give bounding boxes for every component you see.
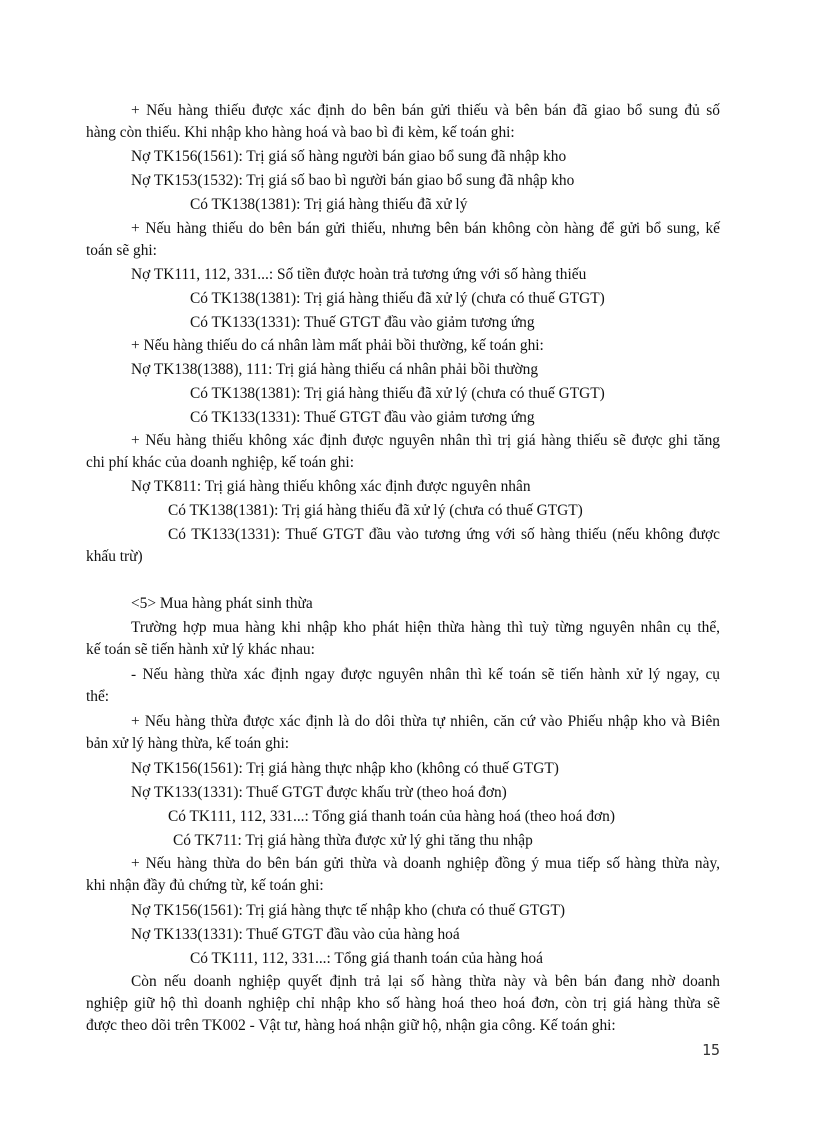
text-line: bản xử lý hàng thừa, kế toán ghi: bbox=[86, 735, 290, 752]
journal-entry-debit: Nợ TK156(1561): Trị giá số hàng người bán giao bổ sung đã nhập kho bbox=[131, 148, 567, 165]
journal-entry-debit: Nợ TK138(1388), 111: Trị giá hàng thiếu cá nhân phải bồi thường bbox=[131, 361, 539, 378]
text-line: chi phí khác của doanh nghiệp, kế toán ghi: bbox=[86, 454, 354, 471]
journal-entry-credit: Có TK138(1381): Trị giá hàng thiếu đã xử lý (chưa có thuế GTGT) bbox=[190, 385, 605, 402]
text-line: toán sẽ ghi: bbox=[86, 242, 157, 259]
text-line: - Nếu hàng thừa xác định ngay được nguyên nhân thì kế toán sẽ tiến hành xử lý ngay, cụ bbox=[131, 666, 720, 683]
text-line: Còn nếu doanh nghiệp quyết định trả lại số hàng thừa này và bên bán đang nhờ doanh bbox=[131, 973, 720, 990]
text-line: + Nếu hàng thừa được xác định là do dôi thừa tự nhiên, căn cứ vào Phiếu nhập kho và Biên bbox=[131, 713, 720, 730]
text-line: khấu trừ) bbox=[86, 548, 143, 565]
journal-entry-credit: Có TK138(1381): Trị giá hàng thiếu đã xử lý (chưa có thuế GTGT) bbox=[168, 502, 583, 519]
text-line: hàng còn thiếu. Khi nhập kho hàng hoá và bao bì đi kèm, kế toán ghi: bbox=[86, 124, 515, 141]
journal-entry-credit: Có TK133(1331): Thuế GTGT đầu vào tương ứng với số hàng thiếu (nếu không được bbox=[168, 526, 720, 543]
journal-entry-debit: Nợ TK811: Trị giá hàng thiếu không xác định được nguyên nhân bbox=[131, 478, 531, 495]
journal-entry-debit: Nợ TK111, 112, 331...: Số tiền được hoàn trả tương ứng với số hàng thiếu bbox=[131, 266, 587, 283]
text-line: + Nếu hàng thiếu do bên bán gửi thiếu, nhưng bên bán không còn hàng để gửi bổ sung, kế bbox=[131, 220, 720, 237]
journal-entry-credit: Có TK138(1381): Trị giá hàng thiếu đã xử lý bbox=[190, 196, 468, 213]
journal-entry-credit: Có TK111, 112, 331...: Tổng giá thanh toán của hàng hoá (theo hoá đơn) bbox=[168, 808, 615, 825]
journal-entry-debit: Nợ TK133(1331): Thuế GTGT được khấu trừ (theo hoá đơn) bbox=[131, 784, 507, 801]
journal-entry-debit: Nợ TK156(1561): Trị giá hàng thực nhập kho (không có thuế GTGT) bbox=[131, 760, 559, 777]
journal-entry-debit: Nợ TK153(1532): Trị giá số bao bì người bán giao bổ sung đã nhập kho bbox=[131, 172, 575, 189]
journal-entry-credit: Có TK133(1331): Thuế GTGT đầu vào giảm tương ứng bbox=[190, 314, 535, 331]
text-line: + Nếu hàng thiếu không xác định được nguyên nhân thì trị giá hàng thiếu sẽ được ghi tăng bbox=[131, 432, 720, 449]
text-line: + Nếu hàng thiếu được xác định do bên bán gửi thiếu và bên bán đã giao bổ sung đủ số bbox=[131, 102, 720, 119]
text-line: + Nếu hàng thiếu do cá nhân làm mất phải bồi thường, kế toán ghi: bbox=[131, 337, 544, 354]
section-heading: <5> Mua hàng phát sinh thừa bbox=[131, 595, 313, 612]
text-line: được theo dõi trên TK002 - Vật tư, hàng hoá nhận giữ hộ, nhận gia công. Kế toán ghi: bbox=[86, 1017, 616, 1034]
journal-entry-debit: Nợ TK133(1331): Thuế GTGT đầu vào của hàng hoá bbox=[131, 926, 460, 943]
text-line: Trường hợp mua hàng khi nhập kho phát hiện thừa hàng thì tuỳ từng nguyên nhân cụ thể, bbox=[131, 619, 720, 636]
text-line: + Nếu hàng thừa do bên bán gửi thừa và doanh nghiệp đồng ý mua tiếp số hàng thừa này, bbox=[131, 855, 720, 872]
journal-entry-debit: Nợ TK156(1561): Trị giá hàng thực tế nhập kho (chưa có thuế GTGT) bbox=[131, 902, 566, 919]
journal-entry-credit: Có TK111, 112, 331...: Tổng giá thanh toán của hàng hoá bbox=[190, 950, 543, 967]
text-line: thể: bbox=[86, 688, 110, 705]
journal-entry-credit: Có TK138(1381): Trị giá hàng thiếu đã xử lý (chưa có thuế GTGT) bbox=[190, 290, 605, 307]
text-line: kế toán sẽ tiến hành xử lý khác nhau: bbox=[86, 641, 315, 658]
journal-entry-credit: Có TK711: Trị giá hàng thừa được xử lý ghi tăng thu nhập bbox=[173, 832, 533, 849]
page-number: 15 bbox=[701, 1041, 720, 1059]
text-line: nghiệp giữ hộ thì doanh nghiệp chỉ nhập kho số hàng hoá theo hoá đơn, còn trị giá hàng thừa sẽ bbox=[86, 995, 720, 1012]
journal-entry-credit: Có TK133(1331): Thuế GTGT đầu vào giảm tương ứng bbox=[190, 409, 535, 426]
text-line: khi nhận đầy đủ chứng từ, kế toán ghi: bbox=[86, 877, 324, 894]
